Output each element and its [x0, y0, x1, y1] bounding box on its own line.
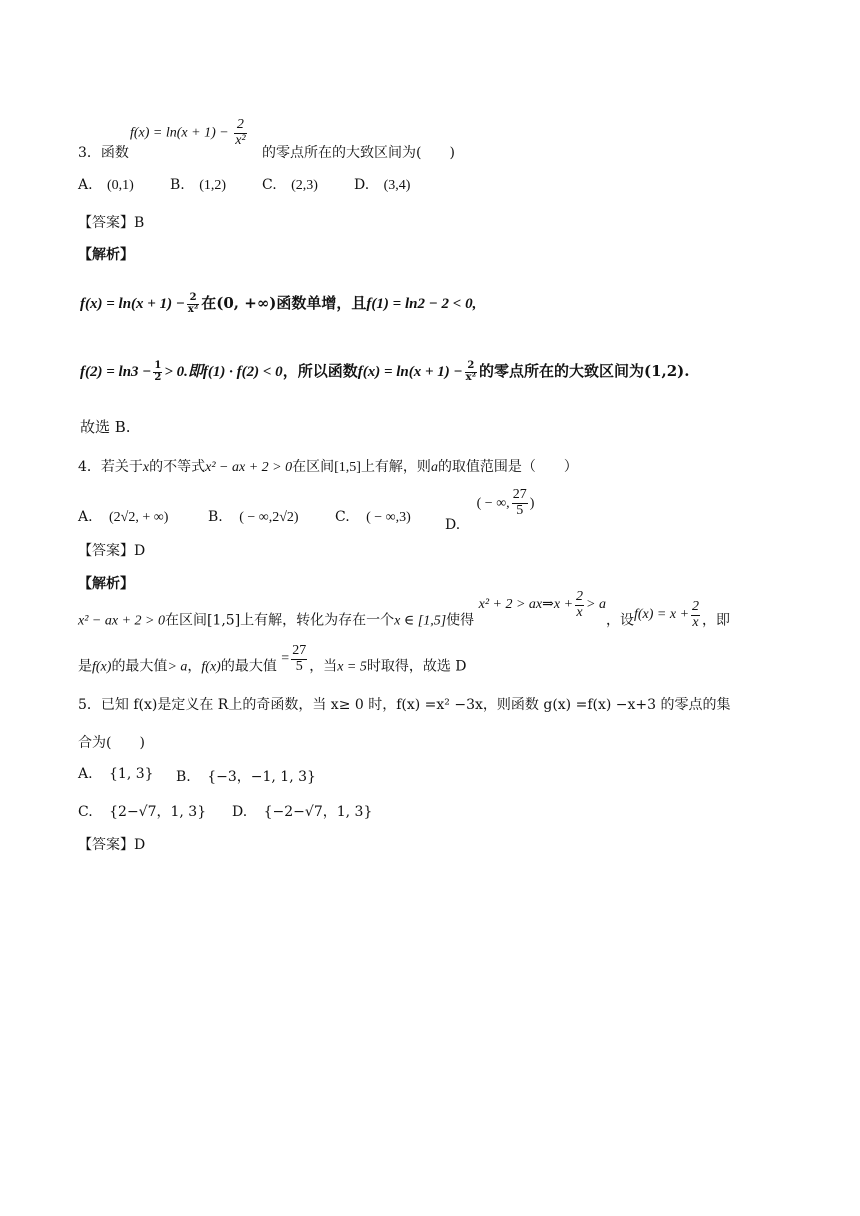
q4-option-b: B. ( − ∞,2√2) — [208, 509, 299, 525]
q5-option-a: A. {1, 3} — [78, 766, 154, 782]
q4-analysis-title: 【解析】 — [78, 576, 134, 592]
q3-option-c: C. (2,3) — [262, 177, 318, 193]
q3-stem: 3．函数 — [78, 145, 129, 161]
q5-stem-line-1: 5．已知 f(x)是定义在 R上的奇函数，当 x≥ 0 时，f(x) =x² −3x，则函数 g(x) =f(x) −x+3 的零点的集 — [78, 697, 731, 713]
q4-analysis-line-1: x² − ax + 2 > 0在区间[1,5]上有解，转化为存在一个x ∈ [1,5]使得 x² + 2 > ax⇒x + $\frac{2}{x}$ > a，设f(x) = x + $\frac{2}{x}$ ，即 — [78, 589, 731, 630]
q5-option-c: C. {2−√7，1, 3} — [78, 804, 207, 820]
q3-analysis-line-1: f(x) = ln(x + 1) − $\frac{2}{\text{x²}}$ 在(0, +∞)函数单增，且f(1) = ln2 − 2 < 0, — [80, 292, 477, 315]
q4-stem: 4．若关于x的不等式x² − ax + 2 > 0在区间[1,5]上有解，则a的取值范围是（ ） — [78, 459, 578, 475]
q3-stem-suffix: 的零点所在的大致区间为( ) — [262, 145, 455, 161]
q3-formula: f(x) = ln(x + 1) − $\frac{2}{\text{x²}}$ — [130, 117, 246, 148]
q4-option-d: D. ( − ∞, $\frac{27}{5}$ ) — [445, 487, 535, 534]
q3-analysis-title: 【解析】 — [78, 247, 134, 263]
q4-option-c: C. ( − ∞,3) — [335, 509, 411, 525]
q5-option-b: B. {−3，−1, 1, 3} — [176, 769, 316, 785]
q4-analysis-line-2: 是f(x)的最大值> a，f(x)的最大值 = $\frac{27}{5}$ ，当x = 5时取得，故选 D — [78, 643, 467, 675]
q3-option-d: D. (3,4) — [354, 177, 411, 193]
q5-answer: 【答案】D — [78, 837, 146, 853]
q5-option-d: D. {−2−√7，1, 3} — [232, 804, 373, 820]
q3-formula-fraction: $\frac{2}{\text{x²}}$ — [235, 117, 246, 148]
q3-conclusion: 故选 B. — [80, 418, 131, 436]
q3-analysis-line-2: f(2) = ln3 − $\frac{1}{2}$ > 0.即f(1) · f(2) < 0，所以函数f(x) = ln(x + 1) − $\frac{2}{\text{x²}}$ 的零点所在的大致区间为(1,2). — [80, 360, 690, 383]
q4-answer: 【答案】D — [78, 543, 146, 559]
q5-stem-line-2: 合为( ) — [78, 735, 145, 751]
q3-option-a: A. (0,1) — [78, 177, 134, 193]
q4-option-a: A. (2√2, + ∞) — [78, 509, 169, 525]
q3-option-b: B. (1,2) — [170, 177, 227, 193]
q3-answer: 【答案】B — [78, 215, 145, 231]
